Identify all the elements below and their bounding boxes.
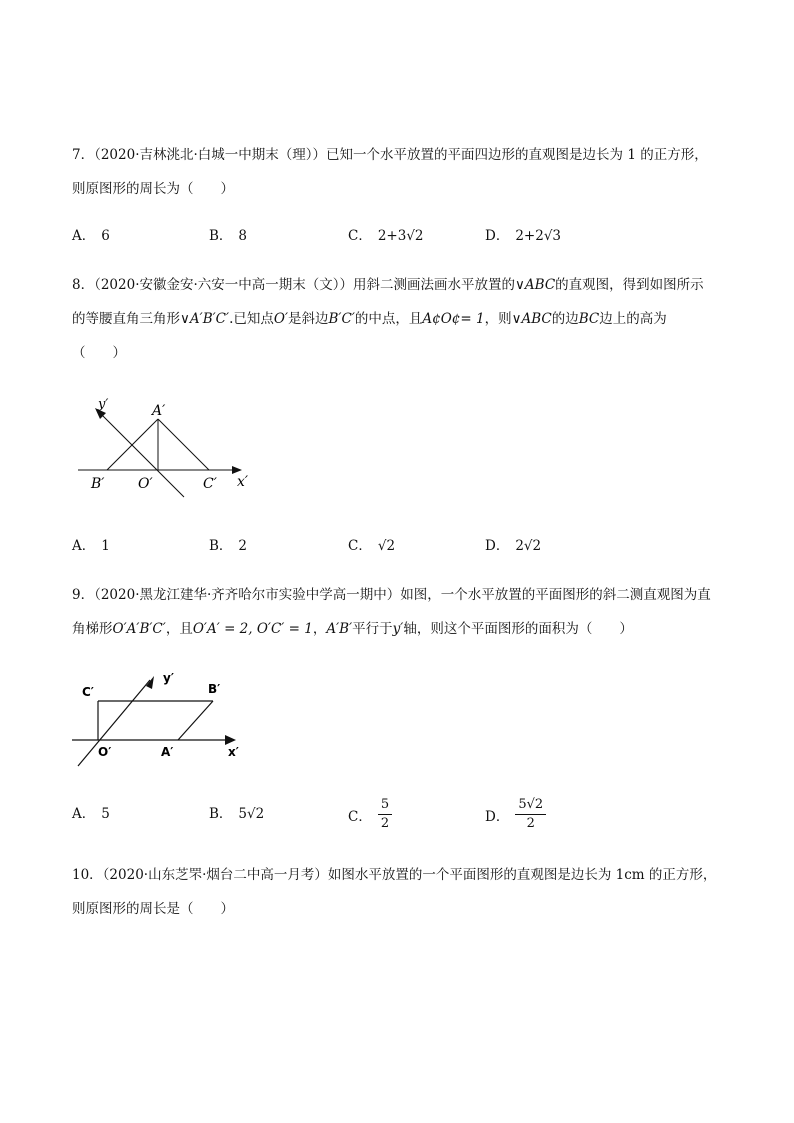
label-a: A′: [161, 745, 174, 759]
label-y-axis: y′: [98, 397, 109, 412]
option-value: 5: [101, 806, 110, 822]
fraction-5root2-over-2: [515, 796, 546, 833]
option-value: 2√2: [515, 538, 542, 554]
option-label: C．: [348, 808, 372, 825]
trapezoid-name: O′A′B′C′: [112, 621, 166, 637]
label-x-axis: x′: [237, 474, 249, 490]
q7-option-b[interactable]: [209, 224, 247, 244]
q9-text: 角梯形: [72, 621, 113, 637]
fraction-numerator: 5: [378, 796, 392, 815]
point-o-prime: O′: [273, 311, 289, 327]
question-9-line-2: [72, 612, 732, 646]
segment-bc: BC: [578, 311, 600, 327]
option-label: C．: [348, 228, 372, 244]
triangle-abc: ∨ABC: [515, 277, 556, 293]
label-o: O′: [138, 476, 153, 492]
question-7-line-2: 则原图形的周长为（ ）: [72, 181, 234, 197]
q7-option-d[interactable]: [485, 224, 561, 244]
q8-text: 的直观图，得到如图所示: [555, 277, 704, 293]
q9-text: ，: [312, 621, 327, 637]
side-a-b: [107, 419, 158, 470]
fraction-denominator: 2: [526, 816, 535, 831]
segment-bc-prime: B′C′: [328, 311, 355, 327]
q9-option-c[interactable]: [348, 796, 392, 833]
fraction-5-over-2: [378, 796, 392, 833]
q8-text: 8．（2020·安徽金安·六安一中高一期末（文））用斜二测画法画水平放置的: [72, 277, 516, 293]
q9-option-a[interactable]: [72, 802, 110, 822]
option-label: B．: [209, 806, 233, 822]
question-7: [72, 138, 732, 206]
q9-option-b[interactable]: [209, 802, 264, 822]
q8-option-c[interactable]: [348, 534, 395, 554]
option-value: √2: [377, 538, 396, 554]
option-value: 5√2: [238, 806, 265, 822]
q8-option-b[interactable]: [209, 534, 247, 554]
q8-option-d[interactable]: [485, 534, 541, 554]
question-9-line-1: 9．（2020·黑龙江建华·齐齐哈尔市实验中学高一期中）如图，一个水平放置的平面图形的斜二测直观图为直: [72, 587, 711, 603]
option-label: D．: [485, 808, 510, 825]
label-a: A′: [152, 403, 166, 419]
label-c: C′: [203, 476, 217, 492]
label-y-axis: y′: [163, 671, 174, 685]
question-10-line-1: 10．（2020·山东芝罘·烟台二中高一月考）如图水平放置的一个平面图形的直观图是边长为 1cm 的正方形，: [72, 867, 717, 883]
x-axis-arrow: [225, 735, 236, 745]
x-axis-arrow: [232, 466, 242, 474]
q9-text: ，且: [165, 621, 193, 637]
option-value: 6: [101, 228, 110, 244]
q9-text: 平行于: [352, 621, 393, 637]
fraction-numerator: 5√2: [515, 796, 546, 815]
triangle-abc-2: ∨ABC: [511, 311, 552, 327]
option-value: 8: [238, 228, 248, 244]
question-9: [72, 578, 732, 646]
y-prime-axis: y′: [392, 621, 404, 637]
condition-lengths: O′A′ = 2, O′C′ = 1: [192, 621, 313, 637]
option-label: B．: [209, 228, 233, 244]
label-o: O′: [98, 745, 112, 759]
option-label: A．: [72, 538, 96, 554]
question-8: [72, 268, 732, 370]
q8-text: .已知点: [229, 311, 274, 327]
question-8-line-1: [72, 268, 732, 302]
question-7-options: [72, 224, 732, 254]
q8-text: 的中点，且: [354, 311, 423, 327]
option-value: 2: [238, 538, 248, 554]
side-a-c: [158, 419, 209, 470]
question-8-line-3: （ ）: [72, 345, 126, 361]
question-10-line-2: 则原图形的周长是（ ）: [72, 901, 234, 917]
side-b-a: [178, 701, 213, 740]
question-8-options: [72, 534, 732, 564]
q8-text: 边上的高为: [599, 311, 667, 327]
option-value: 1: [101, 538, 110, 554]
q8-figure: [70, 394, 270, 504]
option-value: 2+3√2: [377, 228, 424, 244]
condition-ao: A¢O¢= 1: [422, 311, 485, 327]
q8-option-a[interactable]: [72, 534, 110, 554]
q8-text: ，则: [484, 311, 512, 327]
label-c: C′: [82, 685, 94, 699]
question-9-options: [72, 796, 732, 836]
option-label: A．: [72, 228, 96, 244]
q8-text: 的边: [551, 311, 579, 327]
q9-text: 轴，则这个平面图形的面积为（ ）: [403, 621, 633, 637]
segment-ab-prime: A′B′: [326, 621, 353, 637]
option-label: D．: [485, 538, 510, 554]
label-x-axis: x′: [228, 745, 239, 759]
triangle-abc-prime: ∨A′B′C′: [180, 311, 230, 327]
label-b: B′: [91, 476, 105, 492]
option-label: A．: [72, 806, 96, 822]
q8-text: 是斜边: [288, 311, 329, 327]
question-8-line-2: [72, 302, 732, 336]
q7-option-a[interactable]: [72, 224, 110, 244]
option-label: C．: [348, 538, 372, 554]
q9-figure: [68, 668, 258, 772]
label-b: B′: [208, 682, 221, 696]
option-label: B．: [209, 538, 233, 554]
fraction-denominator: 2: [380, 816, 390, 831]
option-value: 2+2√3: [515, 228, 562, 244]
q7-option-c[interactable]: [348, 224, 424, 244]
q9-option-d[interactable]: [485, 796, 546, 833]
option-label: D．: [485, 228, 510, 244]
question-10: [72, 858, 732, 926]
q8-text: 的等腰直角三角形: [72, 311, 180, 327]
question-7-line-1: 7．（2020·吉林洮北·白城一中期末（理））已知一个水平放置的平面四边形的直观图是边长为 1 的正方形，: [72, 147, 708, 163]
